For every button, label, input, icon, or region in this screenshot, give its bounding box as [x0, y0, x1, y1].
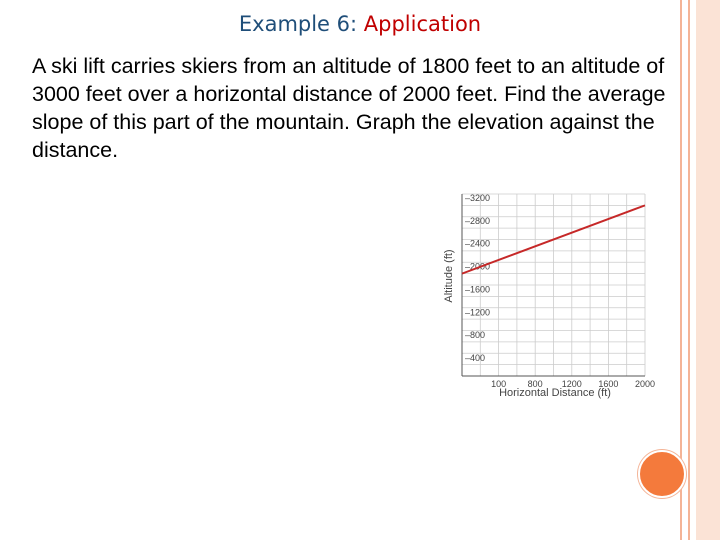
x-tick-label: 1200	[561, 379, 582, 389]
decorative-side-band	[696, 0, 720, 540]
problem-statement: A ski lift carries skiers from an altitude of 1800 feet to an altitude of 3000 feet over a horizontal distance of 2000 feet. Find the average slope of this part of the mountain. Graph the elevation against the distance.	[32, 54, 666, 162]
decorative-line	[688, 0, 690, 540]
x-axis-label: Horizontal Distance (ft)	[499, 387, 611, 399]
y-tick-label: –2800	[465, 215, 491, 226]
title-highlight: Application	[363, 12, 482, 36]
y-tick-label: –3200	[465, 193, 491, 203]
decorative-circle	[638, 450, 686, 498]
y-tick-label: –1200	[465, 307, 491, 318]
y-tick-label: –1600	[465, 284, 491, 295]
y-axis-label: Altitude (ft)	[443, 249, 455, 303]
slide-title	[0, 12, 720, 36]
title-prefix: Example 6:	[238, 12, 358, 36]
y-tick-labels	[465, 193, 490, 363]
y-tick-label: –2400	[465, 238, 491, 249]
x-tick-label: 2000	[634, 379, 656, 389]
y-tick-label: –400	[465, 353, 486, 363]
x-tick-label: 1600	[598, 379, 619, 389]
x-tick-label: 800	[527, 379, 543, 389]
elevation-chart	[440, 186, 680, 404]
x-tick-label: 100	[491, 379, 507, 389]
y-tick-label: –800	[465, 330, 486, 341]
y-tick-label: –2000	[465, 261, 491, 272]
